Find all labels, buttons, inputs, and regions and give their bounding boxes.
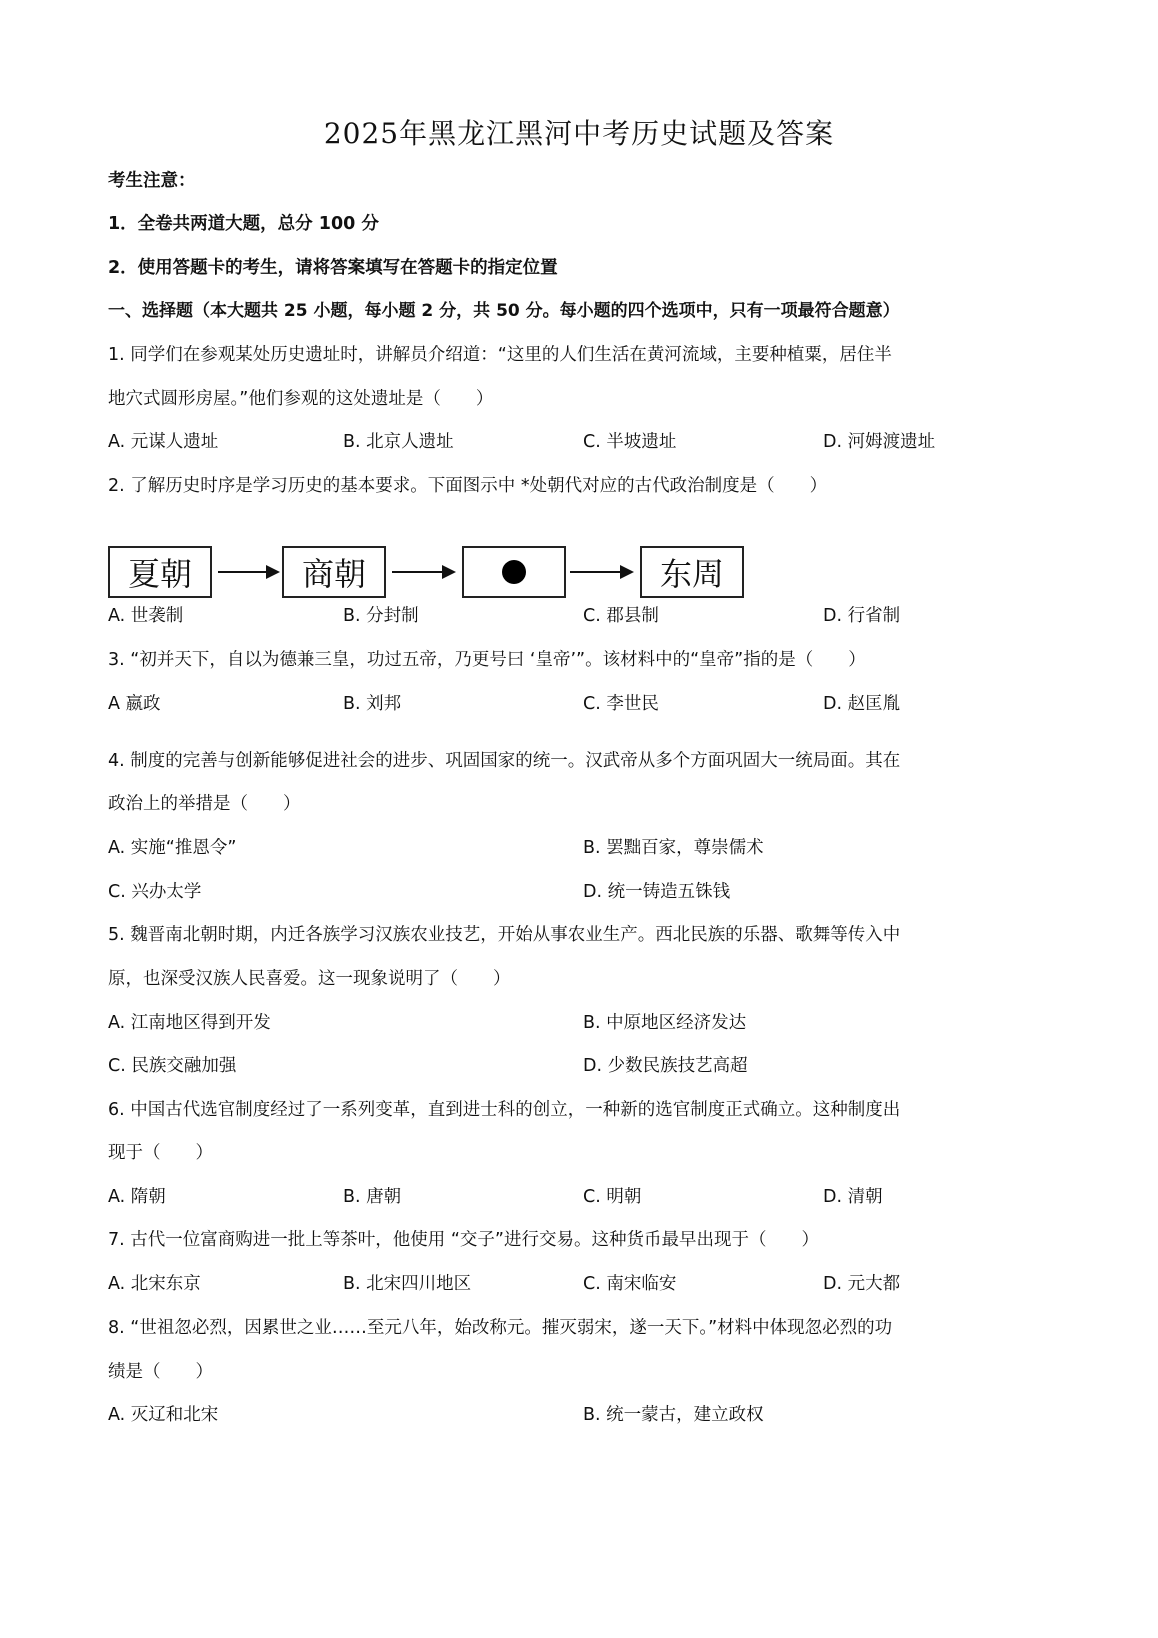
option-c: C. 明朝 xyxy=(583,1187,642,1207)
option-c: C. 李世民 xyxy=(583,694,659,714)
option-b: B. 罢黜百家，尊崇儒术 xyxy=(583,838,764,858)
option-b: B. 统一蒙古，建立政权 xyxy=(583,1405,764,1425)
question-5-options xyxy=(108,1055,1068,1077)
question-8-text: 8. “世祖忽必烈，因累世之业……至元八年，始改称元。摧灭弱宋，遂一天下。”材料中体现忽必烈的功 xyxy=(108,1318,893,1338)
option-b: B. 北宋四川地区 xyxy=(343,1274,472,1294)
question-1-options xyxy=(108,431,1068,453)
question-5-text: 原，也深受汉族人民喜爱。这一现象说明了（ ） xyxy=(108,969,511,989)
question-2-options xyxy=(108,605,1068,627)
question-4-text: 政治上的举措是（ ） xyxy=(108,794,301,814)
option-a: A. 隋朝 xyxy=(108,1187,166,1207)
question-4-options xyxy=(108,837,1068,859)
option-a: A 嬴政 xyxy=(108,694,161,714)
arrow-icon xyxy=(218,571,278,573)
arrow-icon xyxy=(392,571,454,573)
question-8-options xyxy=(108,1404,1068,1426)
option-b: B. 北京人遗址 xyxy=(343,432,454,452)
option-c: C. 兴办太学 xyxy=(108,882,202,902)
question-6-options xyxy=(108,1186,1068,1208)
option-a: A. 实施“推恩令” xyxy=(108,838,237,858)
page-title: 2025年黑龙江黑河中考历史试题及答案 xyxy=(323,117,835,150)
question-6-text: 现于（ ） xyxy=(108,1143,213,1163)
option-d: D. 元大都 xyxy=(823,1274,901,1294)
question-8-text: 绩是（ ） xyxy=(108,1362,213,1382)
option-d: D. 少数民族技艺高超 xyxy=(583,1056,748,1076)
question-5-options xyxy=(108,1012,1068,1034)
option-b: B. 中原地区经济发达 xyxy=(583,1013,747,1033)
option-a: A. 江南地区得到开发 xyxy=(108,1013,271,1033)
option-d: D. 清朝 xyxy=(823,1187,883,1207)
notice-item: 1．全卷共两道大题，总分 100 分 xyxy=(108,214,379,234)
option-c: C. 南宋临安 xyxy=(583,1274,677,1294)
dynasty-box-shang: 商朝 xyxy=(282,546,386,598)
section-heading: 一、选择题（本大题共 25 小题，每小题 2 分，共 50 分。每小题的四个选项中，只有一项最符合题意） xyxy=(108,301,900,321)
option-a: A. 世袭制 xyxy=(108,606,184,626)
dot-icon xyxy=(502,560,526,584)
option-c: C. 半坡遗址 xyxy=(583,432,677,452)
option-a: A. 元谋人遗址 xyxy=(108,432,219,452)
question-1-text: 地穴式圆形房屋。”他们参观的这处遗址是（ ） xyxy=(108,389,494,409)
option-b: B. 刘邦 xyxy=(343,694,402,714)
option-b: B. 唐朝 xyxy=(343,1187,402,1207)
option-c: C. 民族交融加强 xyxy=(108,1056,237,1076)
dynasty-box-xia: 夏朝 xyxy=(108,546,212,598)
question-4-text: 4. 制度的完善与创新能够促进社会的进步、巩固国家的统一。汉武帝从多个方面巩固大一统局面。其在 xyxy=(108,751,901,771)
option-d: D. 赵匡胤 xyxy=(823,694,901,714)
question-7-options xyxy=(108,1273,1068,1295)
question-7-text: 7. 古代一位富商购进一批上等茶叶，他使用 “交子”进行交易。这种货币最早出现于（ ） xyxy=(108,1230,819,1250)
question-3-options xyxy=(108,693,1068,715)
question-2-text: 2. 了解历史时序是学习历史的基本要求。下面图示中 *处朝代对应的古代政治制度是（ ） xyxy=(108,476,828,496)
option-b: B. 分封制 xyxy=(343,606,419,626)
option-d: D. 行省制 xyxy=(823,606,901,626)
question-1-text: 1. 同学们在参观某处历史遗址时，讲解员介绍道：“这里的人们生活在黄河流域，主要种植粟，居住半 xyxy=(108,345,892,365)
option-c: C. 郡县制 xyxy=(583,606,659,626)
question-4-options xyxy=(108,881,1068,903)
option-d: D. 统一铸造五铢钱 xyxy=(583,882,731,902)
notice-item: 2．使用答题卡的考生，请将答案填写在答题卡的指定位置 xyxy=(108,258,558,278)
option-a: A. 灭辽和北宋 xyxy=(108,1405,219,1425)
question-3-text: 3. “初并天下，自以为德兼三皇，功过五帝，乃更号曰 ‘皇帝’”。该材料中的“皇帝”指的是（ ） xyxy=(108,650,866,670)
notice-heading: 考生注意： xyxy=(108,171,196,191)
dynasty-box-unknown xyxy=(462,546,566,598)
option-d: D. 河姆渡遗址 xyxy=(823,432,936,452)
question-5-text: 5. 魏晋南北朝时期，内迁各族学习汉族农业技艺，开始从事农业生产。西北民族的乐器、歌舞等传入中 xyxy=(108,925,901,945)
dynasty-box-eastern-zhou: 东周 xyxy=(640,546,744,598)
option-a: A. 北宋东京 xyxy=(108,1274,201,1294)
dynasty-timeline-diagram xyxy=(108,546,788,602)
arrow-icon xyxy=(570,571,632,573)
question-6-text: 6. 中国古代选官制度经过了一系列变革，直到进士科的创立，一种新的选官制度正式确立。这种制度出 xyxy=(108,1100,901,1120)
